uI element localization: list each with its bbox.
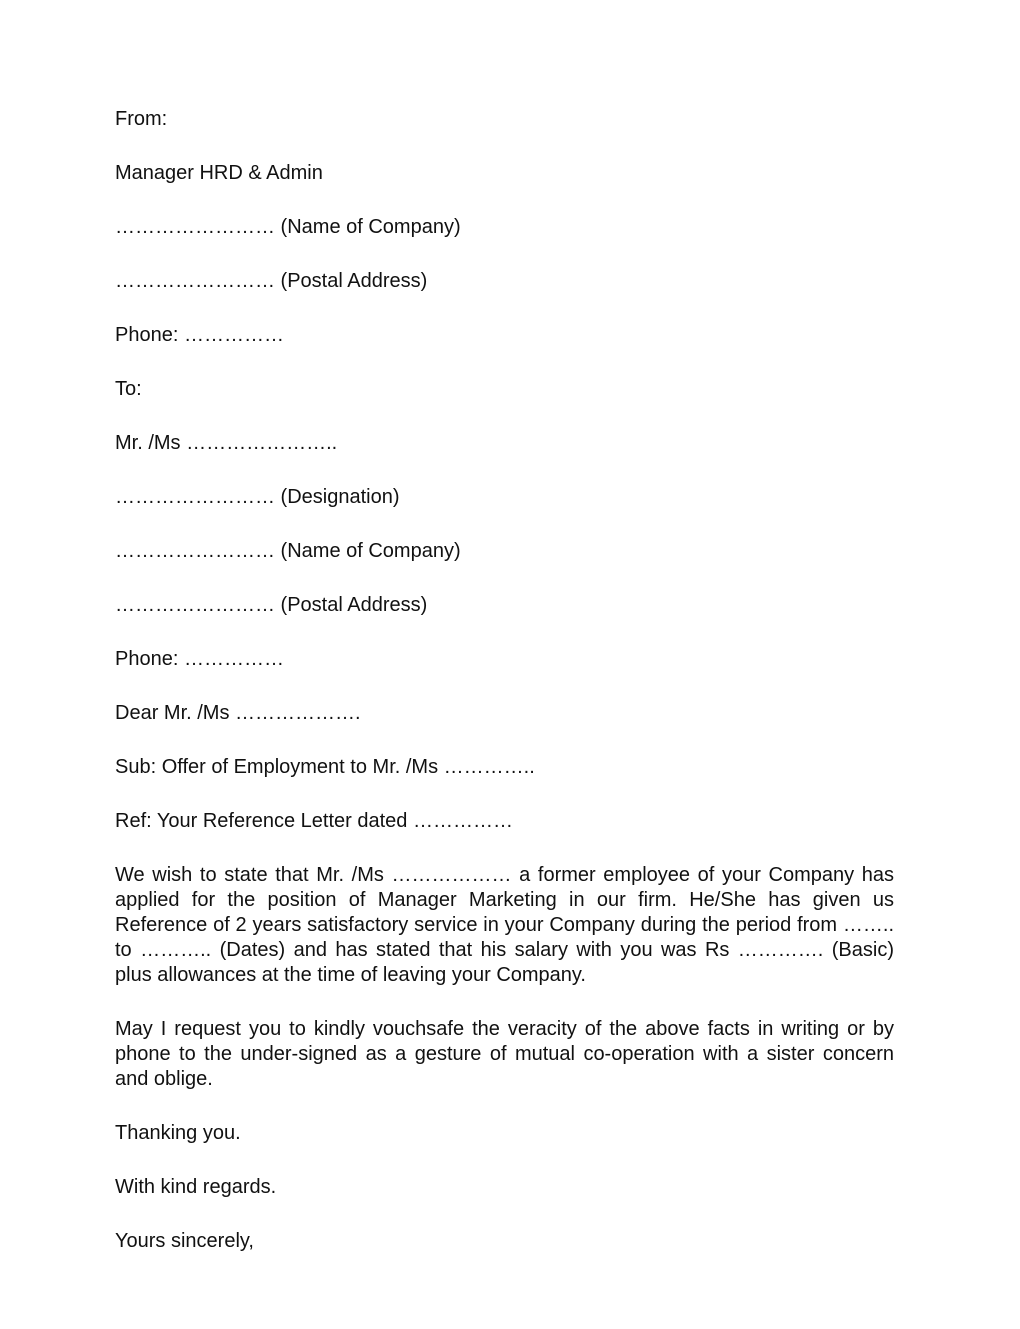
- sender-phone: Phone: ……………: [115, 324, 284, 346]
- from-label: From:: [115, 108, 168, 130]
- recipient-name: Mr. /Ms …………………..: [115, 432, 338, 454]
- recipient-address: …………………… (Postal Address): [115, 594, 428, 616]
- reference-line: Ref: Your Reference Letter dated ……………: [115, 810, 513, 832]
- sender-company: …………………… (Name of Company): [115, 216, 461, 238]
- recipient-phone: Phone: ……………: [115, 648, 284, 670]
- recipient-company: …………………… (Name of Company): [115, 540, 461, 562]
- letter-body: [115, 107, 894, 1283]
- thanks-line: Thanking you.: [115, 1122, 241, 1144]
- recipient-designation: …………………… (Designation): [115, 486, 400, 508]
- sender-title: Manager HRD & Admin: [115, 162, 323, 184]
- body-paragraph-2: May I request you to kindly vouchsafe the veracity of the above facts in writing or by phone to the under-signed as a gesture of mutual co-operation with a sister concern and oblige.: [115, 1018, 894, 1090]
- closing-line: Yours sincerely,: [115, 1230, 254, 1252]
- regards-line: With kind regards.: [115, 1176, 277, 1198]
- subject-line: Sub: Offer of Employment to Mr. /Ms …………..: [115, 756, 535, 778]
- salutation: Dear Mr. /Ms ……………….: [115, 702, 361, 724]
- to-label: To:: [115, 378, 142, 400]
- body-paragraph-1: We wish to state that Mr. /Ms ……………… a former employee of your Company has applied for the position of Manager Marketing in our firm. He/She has given us Reference of 2 years satisfactory service in your Company during the period from …….. to ……….. (Dates) and has stated that his salary with you was Rs …………. (Basic) plus allowances at the time of leaving your Company.: [115, 864, 894, 986]
- sender-address: …………………… (Postal Address): [115, 270, 428, 292]
